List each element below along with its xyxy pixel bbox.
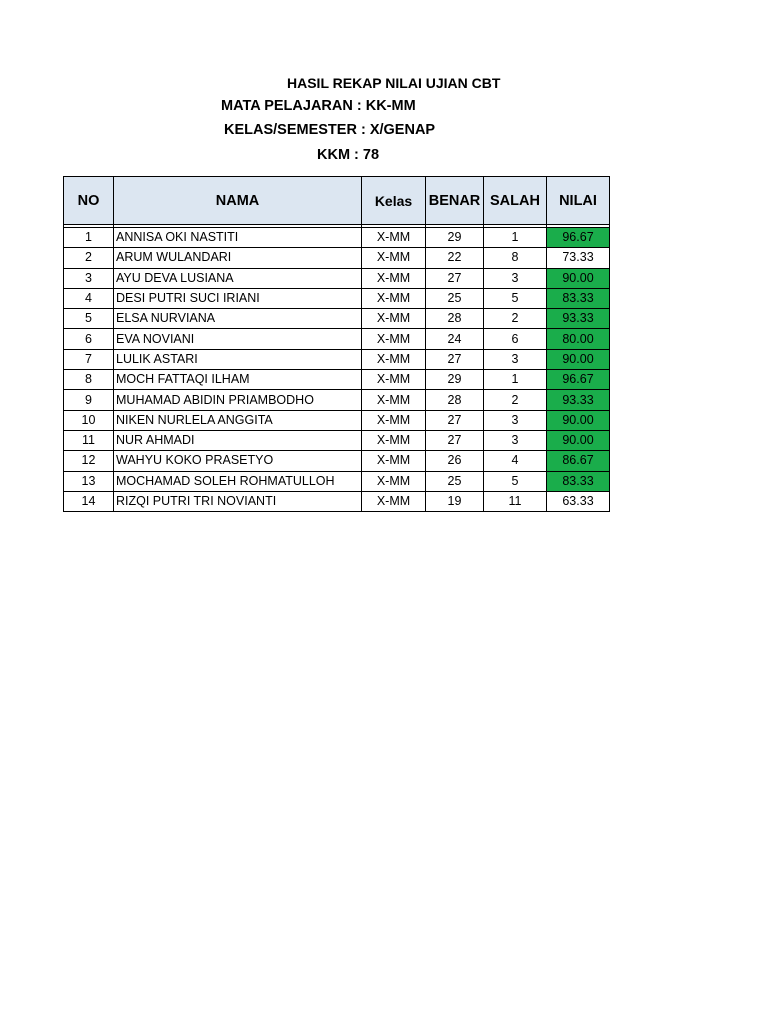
cell-kelas: X-MM bbox=[362, 309, 426, 329]
cell-salah: 1 bbox=[484, 228, 547, 248]
cell-nama: DESI PUTRI SUCI IRIANI bbox=[114, 288, 362, 308]
table-row bbox=[64, 491, 610, 511]
cell-benar: 19 bbox=[426, 491, 484, 511]
cell-benar: 28 bbox=[426, 390, 484, 410]
table-row bbox=[64, 329, 610, 349]
cell-benar: 29 bbox=[426, 228, 484, 248]
cell-no: 12 bbox=[64, 451, 114, 471]
column-header-salah: SALAH bbox=[484, 177, 547, 225]
subject-line: MATA PELAJARAN : KK-MM bbox=[221, 98, 416, 114]
cell-nama: WAHYU KOKO PRASETYO bbox=[114, 451, 362, 471]
cell-salah: 11 bbox=[484, 491, 547, 511]
cell-salah: 3 bbox=[484, 430, 547, 450]
cell-kelas: X-MM bbox=[362, 451, 426, 471]
kkm-line: KKM : 78 bbox=[317, 147, 380, 163]
cell-nama: RIZQI PUTRI TRI NOVIANTI bbox=[114, 491, 362, 511]
table-header-row bbox=[64, 177, 610, 225]
cell-salah: 2 bbox=[484, 390, 547, 410]
report-title: HASIL REKAP NILAI UJIAN CBT bbox=[287, 75, 501, 91]
cell-kelas: X-MM bbox=[362, 370, 426, 390]
cell-nama: MOCH FATTAQI ILHAM bbox=[114, 370, 362, 390]
cell-kelas: X-MM bbox=[362, 410, 426, 430]
cell-benar: 29 bbox=[426, 370, 484, 390]
cell-kelas: X-MM bbox=[362, 228, 426, 248]
cell-kelas: X-MM bbox=[362, 390, 426, 410]
column-header-benar: BENAR bbox=[426, 177, 484, 225]
score-table bbox=[63, 176, 610, 512]
cell-no: 1 bbox=[64, 228, 114, 248]
cell-nilai: 80.00 bbox=[547, 329, 610, 349]
table-row bbox=[64, 349, 610, 369]
cell-salah: 3 bbox=[484, 410, 547, 430]
cell-nilai: 73.33 bbox=[547, 248, 610, 268]
cell-benar: 24 bbox=[426, 329, 484, 349]
cell-benar: 27 bbox=[426, 349, 484, 369]
cell-kelas: X-MM bbox=[362, 248, 426, 268]
cell-salah: 3 bbox=[484, 349, 547, 369]
cell-no: 3 bbox=[64, 268, 114, 288]
table-row bbox=[64, 451, 610, 471]
column-header-nama: NAMA bbox=[114, 177, 362, 225]
cell-salah: 1 bbox=[484, 370, 547, 390]
cell-kelas: X-MM bbox=[362, 471, 426, 491]
cell-kelas: X-MM bbox=[362, 491, 426, 511]
cell-benar: 27 bbox=[426, 410, 484, 430]
cell-nilai: 86.67 bbox=[547, 451, 610, 471]
cell-no: 6 bbox=[64, 329, 114, 349]
cell-kelas: X-MM bbox=[362, 329, 426, 349]
column-header-nilai: NILAI bbox=[547, 177, 610, 225]
cell-nama: ARUM WULANDARI bbox=[114, 248, 362, 268]
cell-nilai: 90.00 bbox=[547, 410, 610, 430]
class-semester-line: KELAS/SEMESTER : X/GENAP bbox=[224, 122, 436, 138]
cell-no: 8 bbox=[64, 370, 114, 390]
cell-nilai: 90.00 bbox=[547, 349, 610, 369]
cell-benar: 27 bbox=[426, 430, 484, 450]
cell-salah: 8 bbox=[484, 248, 547, 268]
cell-nama: AYU DEVA LUSIANA bbox=[114, 268, 362, 288]
cell-salah: 3 bbox=[484, 268, 547, 288]
cell-no: 2 bbox=[64, 248, 114, 268]
cell-salah: 5 bbox=[484, 471, 547, 491]
cell-kelas: X-MM bbox=[362, 349, 426, 369]
table-row bbox=[64, 370, 610, 390]
cell-benar: 22 bbox=[426, 248, 484, 268]
cell-benar: 25 bbox=[426, 471, 484, 491]
cell-nilai: 83.33 bbox=[547, 288, 610, 308]
cell-nilai: 96.67 bbox=[547, 228, 610, 248]
cell-nama: ELSA NURVIANA bbox=[114, 309, 362, 329]
cell-no: 4 bbox=[64, 288, 114, 308]
table-row bbox=[64, 268, 610, 288]
cell-no: 11 bbox=[64, 430, 114, 450]
cell-nilai: 90.00 bbox=[547, 268, 610, 288]
cell-no: 9 bbox=[64, 390, 114, 410]
cell-kelas: X-MM bbox=[362, 268, 426, 288]
cell-nama: MOCHAMAD SOLEH ROHMATULLOH bbox=[114, 471, 362, 491]
cell-kelas: X-MM bbox=[362, 288, 426, 308]
cell-nilai: 93.33 bbox=[547, 309, 610, 329]
table-row bbox=[64, 309, 610, 329]
cell-benar: 27 bbox=[426, 268, 484, 288]
cell-kelas: X-MM bbox=[362, 430, 426, 450]
cell-benar: 26 bbox=[426, 451, 484, 471]
cell-benar: 28 bbox=[426, 309, 484, 329]
cell-no: 13 bbox=[64, 471, 114, 491]
cell-salah: 2 bbox=[484, 309, 547, 329]
cell-nilai: 63.33 bbox=[547, 491, 610, 511]
table-row bbox=[64, 288, 610, 308]
cell-nama: LULIK ASTARI bbox=[114, 349, 362, 369]
table-row bbox=[64, 471, 610, 491]
table-row bbox=[64, 228, 610, 248]
cell-nama: ANNISA OKI NASTITI bbox=[114, 228, 362, 248]
cell-salah: 5 bbox=[484, 288, 547, 308]
cell-nama: MUHAMAD ABIDIN PRIAMBODHO bbox=[114, 390, 362, 410]
cell-no: 7 bbox=[64, 349, 114, 369]
table-row bbox=[64, 430, 610, 450]
cell-nilai: 93.33 bbox=[547, 390, 610, 410]
cell-no: 5 bbox=[64, 309, 114, 329]
cell-salah: 4 bbox=[484, 451, 547, 471]
table-row bbox=[64, 390, 610, 410]
cell-nilai: 83.33 bbox=[547, 471, 610, 491]
cell-no: 10 bbox=[64, 410, 114, 430]
cell-nama: EVA NOVIANI bbox=[114, 329, 362, 349]
cell-nilai: 90.00 bbox=[547, 430, 610, 450]
cell-nama: NIKEN NURLELA ANGGITA bbox=[114, 410, 362, 430]
cell-salah: 6 bbox=[484, 329, 547, 349]
table-body bbox=[64, 225, 610, 512]
column-header-no: NO bbox=[64, 177, 114, 225]
column-header-kelas: Kelas bbox=[362, 177, 426, 225]
cell-benar: 25 bbox=[426, 288, 484, 308]
table-row bbox=[64, 410, 610, 430]
cell-nilai: 96.67 bbox=[547, 370, 610, 390]
cell-nama: NUR AHMADI bbox=[114, 430, 362, 450]
cell-no: 14 bbox=[64, 491, 114, 511]
table-row bbox=[64, 248, 610, 268]
